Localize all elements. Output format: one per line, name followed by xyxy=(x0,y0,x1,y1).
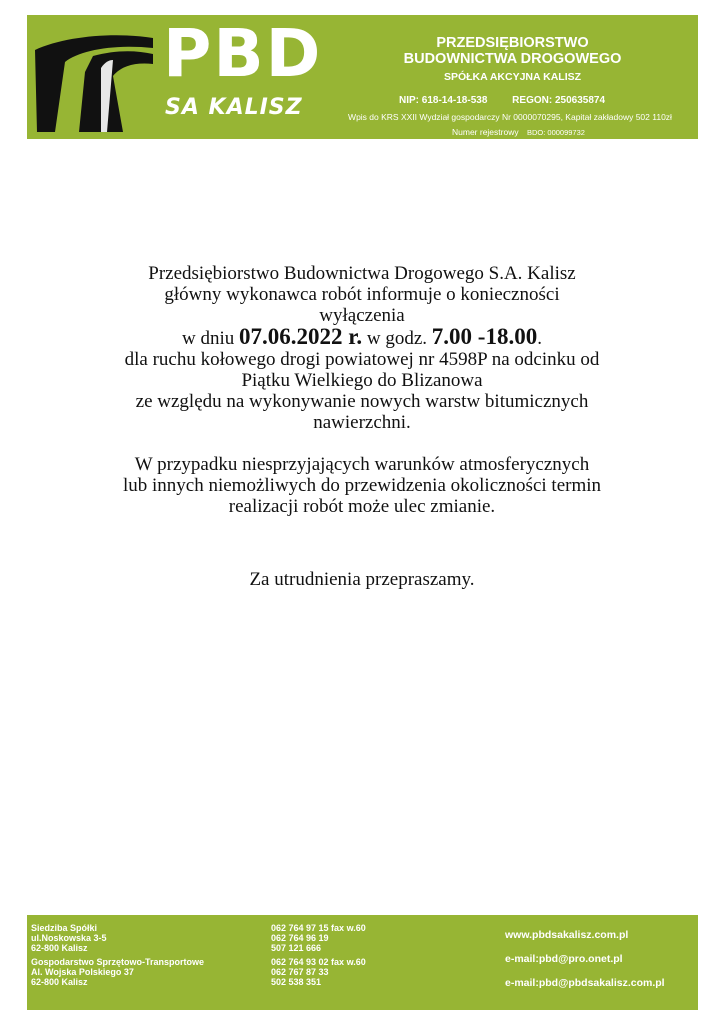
company-name xyxy=(327,35,698,84)
footer xyxy=(27,915,698,1010)
online-contacts xyxy=(505,929,665,989)
closing-apology: Za utrudnienia przepraszamy. xyxy=(249,569,475,590)
phone-numbers xyxy=(271,923,366,987)
depot-street: Al. Wojska Polskiego 37 xyxy=(31,967,134,977)
phone: 502 538 351 xyxy=(271,977,322,987)
notice-line: nawierzchni. xyxy=(313,412,411,433)
seat-title: Siedziba Spółki xyxy=(31,923,98,933)
closure-date: 07.06.2022 r. xyxy=(239,324,363,349)
registry-number-label: Numer rejestrowy xyxy=(452,127,519,137)
seat-city: 62-800 Kalisz xyxy=(31,943,88,953)
closure-hours: 7.00 -18.00 xyxy=(431,324,538,349)
addresses xyxy=(31,923,204,987)
hours-prefix: w godz. xyxy=(362,328,432,349)
notice-line: W przypadku niesprzyjających warunków atmosferycznych xyxy=(134,454,590,475)
road-icon xyxy=(35,32,153,132)
notice-line: lub innych niemożliwych do przewidzenia okoliczności termin xyxy=(122,475,602,496)
notice-line: wyłączenia xyxy=(319,305,405,326)
email-link[interactable]: e-mail:pbd@pro.onet.pl xyxy=(505,953,623,965)
date-prefix: w dniu xyxy=(182,328,240,349)
website-link[interactable]: www.pbdsakalisz.com.pl xyxy=(505,929,629,941)
notice-line: dla ruchu kołowego drogi powiatowej nr 4598P na odcinku od xyxy=(124,349,600,370)
regon: REGON: 250635874 xyxy=(512,95,606,106)
phone: 507 121 666 xyxy=(271,943,322,953)
logo-subtitle: SA KALISZ xyxy=(165,95,303,120)
depot-title: Gospodarstwo Sprzętowo-Transportowe xyxy=(31,957,205,967)
company-line-1: PRZEDSIĘBIORSTWO xyxy=(436,35,589,51)
letterhead xyxy=(27,15,698,139)
seat-street: ul.Noskowska 3-5 xyxy=(31,933,107,943)
notice-line: Piątku Wielkiego do Blizanowa xyxy=(241,370,483,391)
notice-line: ze względu na wykonywanie nowych warstw bitumicznych xyxy=(135,391,589,412)
notice-date-line xyxy=(60,326,664,349)
hours-suffix: . xyxy=(537,328,542,349)
logo-text: PBD xyxy=(163,15,323,92)
company-line-3: SPÓŁKA AKCYJNA KALISZ xyxy=(443,71,582,83)
notice-line: główny wykonawca robót informuje o konieczności xyxy=(164,284,560,305)
registration-numbers xyxy=(399,95,605,107)
email-link[interactable]: e-mail:pbd@pbdsakalisz.com.pl xyxy=(505,977,665,989)
phone: 062 767 87 33 xyxy=(271,967,329,977)
nip: NIP: 618-14-18-538 xyxy=(399,95,488,106)
depot-city: 62-800 Kalisz xyxy=(31,977,88,987)
registry-line xyxy=(452,126,585,139)
krs-entry: Wpis do KRS XXII Wydział gospodarczy Nr 0000070295, Kapitał zakładowy 502 110zł xyxy=(348,112,672,122)
notice-line: Przedsiębiorstwo Budownictwa Drogowego S.A. Kalisz xyxy=(148,263,576,284)
phone: 062 764 93 02 fax w.60 xyxy=(271,957,366,967)
bdo-number: BDO: 000099732 xyxy=(526,128,585,137)
notice-body xyxy=(60,263,664,590)
phone: 062 764 96 19 xyxy=(271,933,329,943)
notice-line: realizacji robót może ulec zmianie. xyxy=(228,496,496,517)
company-line-2: BUDOWNICTWA DROGOWEGO xyxy=(403,51,622,67)
phone: 062 764 97 15 fax w.60 xyxy=(271,923,366,933)
